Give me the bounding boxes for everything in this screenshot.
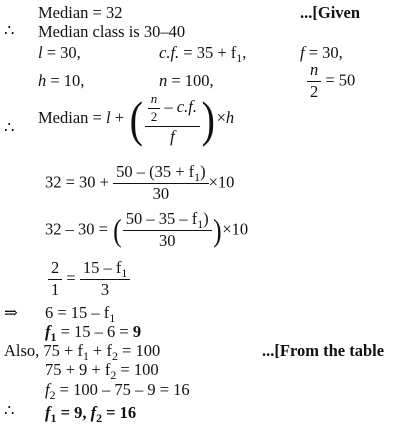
values-f: f = 30, [300, 43, 343, 62]
median-class-line: Median class is 30–40 [38, 22, 186, 41]
fraction-n-over-2: $\frac{n}{2}$ [307, 61, 321, 102]
therefore-symbol: ∴ [4, 118, 15, 137]
values-half-n: $\frac{n}{2}$ = 50 [307, 61, 355, 102]
median-formula: Median = l + ( $\frac{n}{2}$ – c.f. f ) ×h [38, 91, 235, 148]
fraction-15-minus-f1-over-3: $\frac{15 - f_1}{3}$ [80, 259, 130, 300]
therefore-symbol: ∴ [4, 21, 15, 40]
formula-fraction: $\frac{n}{2}$ – c.f. f [145, 92, 200, 147]
fraction-2-over-1: $\frac{2}{1}$ [48, 259, 62, 300]
simplification-fraction: $\frac{50 - 35 - f_1)}{30}$ [123, 210, 212, 251]
substitution-fraction: $\frac{50 - (35 + f_1)}{30}$ [113, 163, 208, 204]
f2-step: $f_2 = 100 - 75 - 9 = 16$ [45, 380, 190, 403]
values-cf: c.f. = $35 + f_1$, [159, 43, 247, 66]
values-h: h = 10, [38, 71, 85, 90]
values-l-line: l = 30, [38, 43, 81, 62]
table-reference-note: ...[From the table [262, 341, 385, 360]
values-n: n = 100, [159, 71, 214, 90]
linear-step: $6 = 15 - f_1$ [45, 303, 116, 326]
substitution-step: 32 = 30 + $\frac{50 - (35 + f_1)}{30}$ ×10 [45, 162, 235, 203]
given-median-line: Median = 32 [38, 3, 123, 22]
also-line: Also, $75 + f_1 + f_2 = 100$ [4, 341, 161, 364]
f1-result-line: $f_1 = 15 - 6 = 9$ [45, 322, 142, 345]
given-reference-note: ...[Given [300, 3, 361, 22]
implies-symbol: ⇒ [4, 303, 18, 322]
simplification-step: 32 – 30 = ( $\frac{50 - 35 - f_1)}{30}$ )×10 [45, 209, 249, 250]
ratio-step: $\frac{2}{1}$ = $\frac{15 - f_1}{3}$ [48, 259, 130, 300]
therefore-symbol: ∴ [4, 401, 15, 420]
sum-step: $75 + 9 + f_2 = 100$ [45, 360, 159, 383]
final-answer: $f_1 = 9$, $f_2 = 16$ [45, 403, 137, 426]
